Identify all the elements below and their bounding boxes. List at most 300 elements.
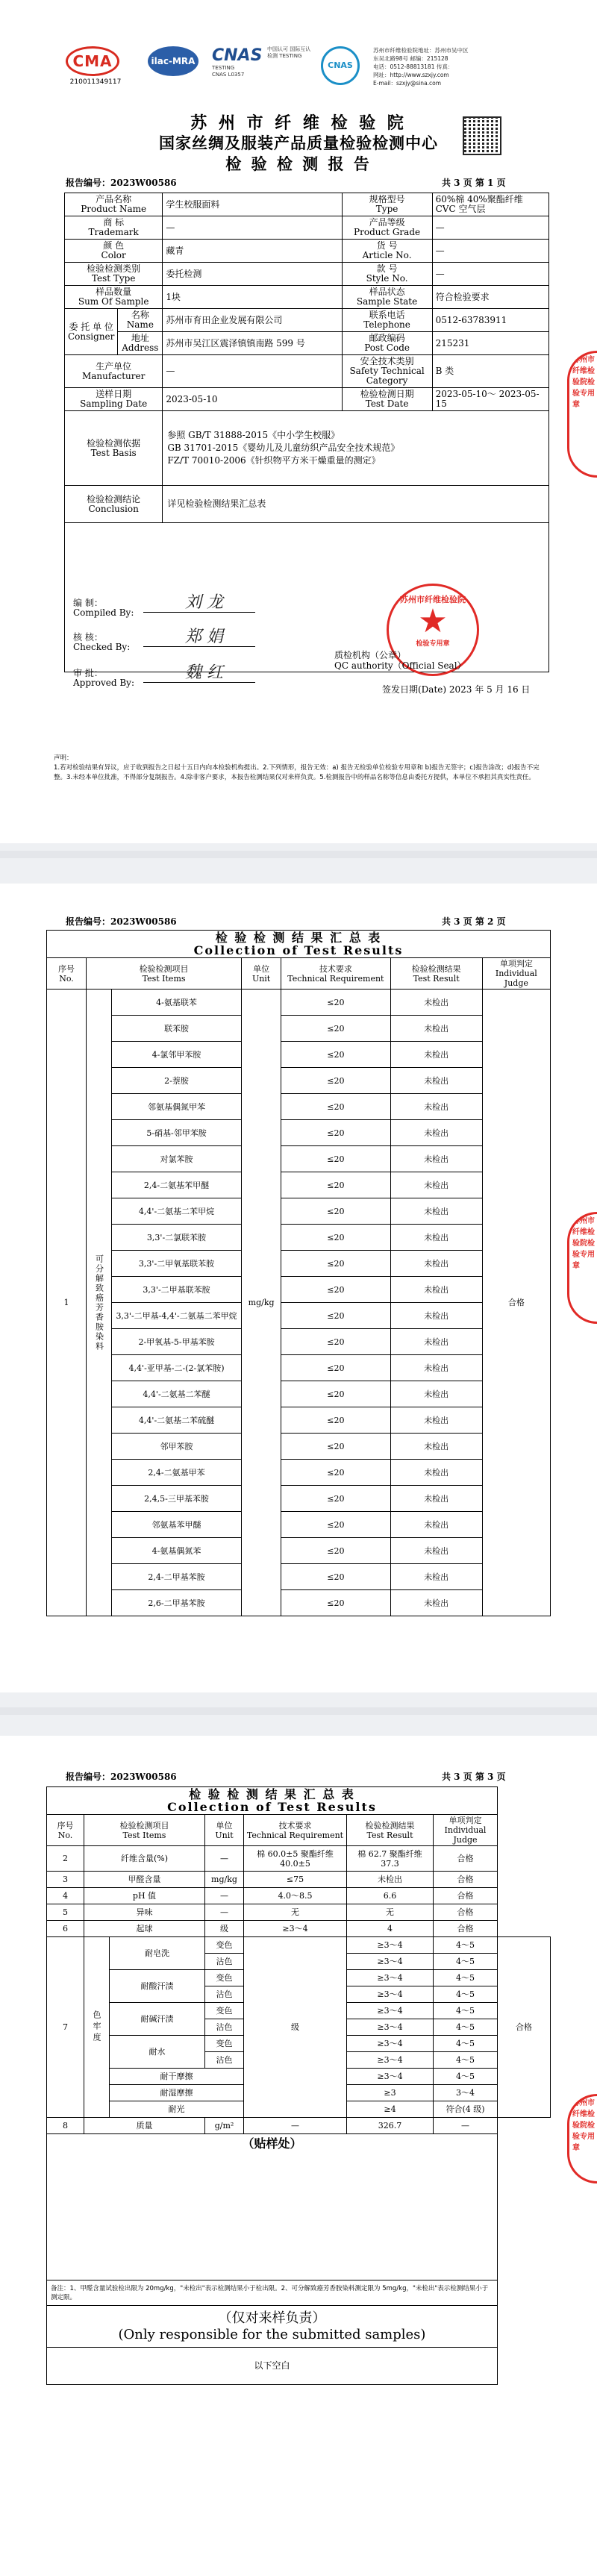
checked-en: Checked By: [73, 642, 131, 652]
color-group: 耐碱汗渍 [110, 2003, 205, 2036]
color-sub: 沾色 [205, 2052, 244, 2069]
info-label [65, 240, 163, 263]
result-cell: 未检出 [390, 1251, 482, 1277]
table-row [47, 1904, 551, 1921]
result-cell: 未检出 [390, 1094, 482, 1120]
requirement-cell: ≤20 [281, 1564, 390, 1590]
test-item: 甲醛含量 [84, 1872, 205, 1888]
responsibility-en: (Only responsible for the submitted samples) [118, 2326, 426, 2342]
test-item: 3,3'-二氯联苯胺 [112, 1225, 242, 1251]
result-cell: 未检出 [390, 1277, 482, 1303]
unit-cell: — [205, 1888, 244, 1904]
color-sub: 沾色 [205, 2019, 244, 2036]
cnas-sub: TESTING [212, 65, 235, 71]
requirement-cell: ≤20 [281, 1172, 390, 1198]
header-res [390, 958, 482, 990]
test-basis [163, 411, 549, 486]
info-label-en: Test Basis [90, 447, 137, 458]
judge-cell: 合格 [482, 990, 550, 1616]
result-cell: 未检出 [390, 1590, 482, 1616]
info-label-cn: 检验检测结论 [87, 493, 141, 504]
result-cell: 4～5 [434, 2003, 498, 2019]
table-row [47, 1921, 551, 1937]
contact-line: 苏州市纤维检验院地址：苏州市吴中区 [373, 47, 469, 54]
requirement-cell: ≤20 [281, 1146, 390, 1172]
info-label-cn: 颜 色 [103, 240, 125, 251]
info-label-en: Style No. [366, 273, 408, 284]
unit-cell: g/m² [205, 2118, 244, 2134]
info-label-cn: 地址 [131, 333, 149, 343]
row-number: 2 [47, 1846, 84, 1872]
result-cell: 棉 62.7 聚酯纤维 37.3 [347, 1846, 434, 1872]
result-cell: 4～5 [434, 2052, 498, 2069]
test-item: 4,4'-二氨基二苯甲烷 [112, 1198, 242, 1225]
header-cn: 序号 [58, 963, 75, 974]
result-cell: 未检出 [390, 1434, 482, 1460]
info-label-cn: 安全技术类别 [360, 356, 414, 366]
color-single: 耐湿摩擦 [110, 2085, 244, 2101]
info-row [65, 286, 549, 309]
test-item: 2-甲氧基-5-甲基苯胺 [112, 1329, 242, 1355]
table-row [47, 1407, 551, 1434]
header-en: Unit [215, 1830, 234, 1840]
info-label-cn: 产品名称 [96, 194, 132, 204]
sign-date [382, 685, 530, 695]
test-item: 4,4'-二氨基二苯醚 [112, 1381, 242, 1407]
table-row [47, 1381, 551, 1407]
table-row [47, 2118, 551, 2134]
header-cn: 检验检测结果 [365, 1820, 415, 1831]
requirement-cell: ≤20 [281, 1381, 390, 1407]
header-cn: 单位 [253, 963, 270, 974]
report-title: 检 验 检 测 报 告 [225, 154, 372, 173]
page-info: 共 3 页 第 3 页 [442, 1772, 506, 1782]
sign-date-label: 签发日期(Date) [382, 684, 447, 695]
header-en: Test Items [122, 1830, 166, 1840]
requirement-cell: ≥3～4 [347, 1954, 434, 1970]
info-value: 藏青 [163, 240, 342, 263]
requirement-cell: ≤20 [281, 1434, 390, 1460]
info-row [65, 216, 549, 240]
unit-cell: — [205, 1846, 244, 1872]
test-item: 3,3'-二甲氧基联苯胺 [112, 1251, 242, 1277]
header-cn: 检验检测结果 [411, 963, 461, 974]
result-cell: 未检出 [390, 1355, 482, 1381]
consigner-address: 苏州市吴江区震泽镇镇南路 599 号 [163, 332, 342, 355]
responsibility-cn: （仅对来样负责） [218, 2310, 326, 2326]
info-value: 60%棉 40%聚酯纤维 CVC 空气层 [432, 193, 548, 216]
info-label-en: Sampling Date [80, 398, 148, 409]
header-en: Technical Requirement [287, 973, 384, 984]
info-label [342, 388, 432, 411]
row-number: 3 [47, 1872, 84, 1888]
color-sub: 变色 [205, 1937, 244, 1954]
info-label-en: Conclusion [88, 503, 139, 514]
table-row [47, 1590, 551, 1616]
report-number-label: 报告编号： [66, 916, 111, 927]
compiled-signature: 刘 龙 [185, 593, 223, 612]
table-row [47, 1172, 551, 1198]
test-item: 2,4-二氨基苯甲醚 [112, 1172, 242, 1198]
result-cell: 4 [347, 1921, 434, 1937]
info-label-en: Safety Technical Category [349, 366, 425, 386]
info-value: — [432, 216, 548, 240]
result-cell: 4～5 [434, 1986, 498, 2003]
result-cell: 未检出 [390, 1407, 482, 1434]
compiled-en: Compiled By: [73, 607, 134, 618]
declaration [54, 754, 546, 783]
color-single: 耐光 [110, 2101, 244, 2118]
info-label-en: Sample State [356, 296, 418, 307]
header-row [47, 1815, 551, 1846]
table-row [47, 1016, 551, 1042]
side-seal [567, 351, 597, 478]
report-number-label: 报告编号： [66, 1772, 111, 1782]
result-cell: 未检出 [390, 1225, 482, 1251]
row-number: 5 [47, 1904, 84, 1921]
table-row [47, 1846, 551, 1872]
info-label-cn: 样品状态 [369, 287, 405, 297]
info-label-en: Type [375, 204, 398, 214]
requirement-cell: ≥3～4 [347, 2069, 434, 2085]
results-title [47, 1787, 498, 1815]
declaration-title: 声明： [54, 754, 73, 762]
requirement-cell: 无 [244, 1904, 347, 1921]
table-row [47, 1872, 551, 1888]
requirement-cell: ≥3～4 [244, 1921, 347, 1937]
results-title-cn: 检 验 检 测 结 果 汇 总 表 [189, 1787, 355, 1801]
result-cell: 未检出 [390, 1486, 482, 1512]
declaration-text: 1.若对检验结果有异议，应于收到报告之日起十五日内向本检验机构提出。2.下列情形，报告无效：a) 报告无检验单位检验专用章和 b)报告无签字；c)报告涂改；d)报告不完整。3.未经本单位批准，不得部分复制报告。4.除非客户要求，本报告检测结果仅对来样负责。5.检测报告中的样品名称等信息由委托方提供，本单位不承担其真实性责任。 [54, 764, 540, 781]
test-item: 邻氨基偶氮甲苯 [112, 1094, 242, 1120]
test-item: 4-氨基联苯 [112, 990, 242, 1016]
sample-paste-area [47, 2134, 498, 2280]
requirement-cell: ≥3～4 [347, 1937, 434, 1954]
header-en: Test Result [413, 973, 460, 984]
judge-cell: 合格 [434, 1904, 498, 1921]
test-item: 4,4'-亚甲基-二-(2-氯苯胺) [112, 1355, 242, 1381]
requirement-cell: ≤20 [281, 1251, 390, 1277]
result-cell: 6.6 [347, 1888, 434, 1904]
report-number [66, 1770, 177, 1783]
header-en: Individual Judge [444, 1825, 487, 1845]
header-en: No. [59, 973, 74, 984]
test-item: 起球 [84, 1921, 205, 1937]
info-label-en: Trademark [88, 227, 139, 237]
info-label [342, 193, 432, 216]
table-row [47, 1355, 551, 1381]
result-cell: 4～5 [434, 2036, 498, 2052]
unit-cell: mg/kg [205, 1872, 244, 1888]
test-basis-line: 参照 GB/T 31888-2015《中小学生校服》 [167, 430, 340, 440]
color-sub: 变色 [205, 1970, 244, 1986]
result-cell: 未检出 [347, 1872, 434, 1888]
result-cell: 未检出 [390, 1329, 482, 1355]
test-item: 4,4'-二氨基二苯硫醚 [112, 1407, 242, 1434]
requirement-cell: ≤20 [281, 1590, 390, 1616]
test-item: pH 值 [84, 1888, 205, 1904]
requirement-cell: ≤20 [281, 1016, 390, 1042]
signature-line [143, 682, 255, 683]
table-row [47, 990, 551, 1016]
test-item: 2-萘胺 [112, 1068, 242, 1094]
requirement-cell: ≤20 [281, 1460, 390, 1486]
info-label-cn: 生产单位 [96, 360, 132, 372]
header-en: Technical Requirement [246, 1830, 344, 1840]
color-group: 耐水 [110, 2036, 205, 2069]
header-item [87, 958, 242, 990]
header-en: Test Items [142, 973, 186, 984]
side-seal-text: 苏州市纤维检验院检验专用章 [572, 356, 595, 409]
row-number: 7 [47, 1937, 84, 2118]
info-label [342, 309, 432, 332]
test-item: 对氯苯胺 [112, 1146, 242, 1172]
qc-label: 质检机构（公章） [334, 650, 407, 660]
result-cell: 未检出 [390, 990, 482, 1016]
color-sub: 沾色 [205, 1954, 244, 1970]
result-cell: 3～4 [434, 2085, 498, 2101]
report-page-1 [0, 0, 597, 843]
requirement-cell: 棉 60.0±5 聚酯纤维 40.0±5 [244, 1846, 347, 1872]
result-cell: 未检出 [390, 1303, 482, 1329]
seal-star-icon: ★ [418, 602, 448, 640]
result-cell: 4～5 [434, 1954, 498, 1970]
judge-cell: 合格 [434, 1888, 498, 1904]
cnas-sub2: CNAS L0357 [212, 72, 245, 78]
header-cn: 检验检测项目 [119, 1820, 169, 1831]
checked-cn: 核 核： [73, 632, 103, 643]
requirement-cell: ≥3 [347, 2085, 434, 2101]
table-row [47, 1564, 551, 1590]
info-label [342, 216, 432, 240]
cma-logo [66, 46, 125, 86]
table-row [47, 1538, 551, 1564]
requirement-cell: ≤20 [281, 1538, 390, 1564]
table-row [47, 1198, 551, 1225]
header-judge [434, 1815, 498, 1846]
info-label [342, 332, 432, 355]
test-item: 4-氨基偶氮苯 [112, 1538, 242, 1564]
responsibility-row [47, 2306, 551, 2348]
result-cell: 未检出 [390, 1172, 482, 1198]
info-label [65, 286, 163, 309]
ilac-logo-mark: ilac-MRA [148, 46, 199, 76]
requirement-cell: ≤20 [281, 1094, 390, 1120]
test-date: 2023-05-10～ 2023-05-15 [432, 388, 548, 411]
header-res [347, 1815, 434, 1846]
requirement-cell: ≤75 [244, 1872, 347, 1888]
requirement-cell: ≤20 [281, 1407, 390, 1434]
unit-cell: 级 [244, 1937, 347, 2118]
result-cell: 4～5 [434, 1970, 498, 1986]
info-label-cn: 检验检测日期 [360, 389, 414, 399]
table-row [47, 1434, 551, 1460]
report-number-label: 报告编号： [66, 178, 111, 188]
info-label [118, 332, 163, 355]
results-title-cn: 检 验 检 测 结 果 汇 总 表 [215, 931, 382, 945]
header-judge [482, 958, 550, 990]
side-seal [567, 2094, 597, 2183]
header-req [244, 1815, 347, 1846]
result-cell: 未检出 [390, 1146, 482, 1172]
info-label-cn: 邮政编码 [369, 333, 405, 343]
info-label-en: Product Grade [354, 227, 421, 237]
info-label-en: Name [126, 319, 154, 330]
table-row [47, 1120, 551, 1146]
side-seal [567, 1212, 597, 1324]
page-info: 共 3 页 第 2 页 [442, 916, 506, 927]
header-cn: 单位 [216, 1820, 233, 1831]
requirement-cell: — [244, 2118, 347, 2134]
requirement-cell: ≤20 [281, 1225, 390, 1251]
requirement-cell: ≤20 [281, 990, 390, 1016]
judge-cell: 合格 [498, 1937, 551, 2118]
requirement-cell: 4.0～8.5 [244, 1888, 347, 1904]
requirement-cell: ≥3～4 [347, 2003, 434, 2019]
info-row [65, 193, 549, 216]
result-cell: 未检出 [390, 1042, 482, 1068]
cnas-acc: 中国认可 国际互认 检测 TESTING [267, 46, 311, 59]
test-item: 2,4-二甲基苯胺 [112, 1564, 242, 1590]
info-label [65, 411, 163, 486]
unit-cell: — [205, 1904, 244, 1921]
info-label [65, 355, 163, 388]
test-item: 联苯胺 [112, 1016, 242, 1042]
consigner-post: 215231 [432, 332, 548, 355]
consigner-label: 委 托 单 位 Consigner [65, 309, 118, 355]
signature-line [143, 646, 255, 647]
info-label-cn: 规格型号 [369, 194, 405, 204]
row-number: 1 [47, 990, 87, 1616]
result-cell: 未检出 [390, 1538, 482, 1564]
info-row [65, 411, 549, 486]
conclusion-value: 详见检验检测结果汇总表 [163, 486, 549, 523]
test-item: 4-氯邻甲苯胺 [112, 1042, 242, 1068]
info-row [65, 388, 549, 411]
contact-line: E-mail：szxjy@sina.com [373, 80, 442, 87]
color-sub: 变色 [205, 2003, 244, 2019]
category-cell: 色牢度 [84, 1937, 110, 2118]
info-value: 1块 [163, 286, 342, 309]
unit-cell: mg/kg [242, 990, 281, 1616]
checked-signature: 郑 娟 [185, 628, 223, 646]
manufacturer-value: — [163, 355, 342, 388]
test-item: 5-硝基-邻甲苯胺 [112, 1120, 242, 1146]
table-row [47, 1512, 551, 1538]
info-label [65, 193, 163, 216]
info-row [65, 309, 549, 332]
judge-cell: 合格 [434, 1872, 498, 1888]
result-cell: 未检出 [390, 1564, 482, 1590]
sample-paste-label: （贴样处） [242, 2136, 302, 2151]
page-separator [0, 1707, 597, 1715]
test-item: 2,6-二甲基苯胺 [112, 1590, 242, 1616]
sign-date-value: 2023 年 5 月 16 日 [448, 684, 531, 695]
info-value: 委托检测 [163, 263, 342, 286]
info-label-cn: 检验检测类别 [87, 263, 141, 274]
sample-row [47, 2134, 551, 2280]
info-label-en: Telephone [363, 319, 410, 330]
info-label-en: Post Code [364, 343, 410, 353]
safety-value: B 类 [432, 355, 548, 388]
info-row [65, 263, 549, 286]
blank-row [47, 2348, 551, 2385]
info-label-cn: 送样日期 [96, 389, 132, 399]
requirement-cell: ≤20 [281, 1068, 390, 1094]
info-value: — [432, 240, 548, 263]
header-logos [66, 46, 528, 99]
info-value: 符合检验要求 [432, 286, 548, 309]
result-cell: 4～5 [434, 2069, 498, 2085]
note-row [47, 2280, 551, 2306]
header-cn: 单项判定 [448, 1816, 482, 1825]
cert-logo-mark: CNAS [321, 46, 360, 85]
test-item: 异味 [84, 1904, 205, 1921]
requirement-cell: ≥3～4 [347, 1970, 434, 1986]
info-label-en: Test Type [91, 273, 136, 284]
table-row [47, 1303, 551, 1329]
header-cn: 技术要求 [319, 963, 352, 974]
table-row [47, 1937, 551, 1954]
info-label-cn: 检验检测依据 [87, 437, 141, 448]
info-label [65, 216, 163, 240]
result-cell: 未检出 [390, 1120, 482, 1146]
info-label [342, 286, 432, 309]
table-row [47, 1068, 551, 1094]
info-label-en: Address [122, 343, 159, 353]
report-number-value: 2023W00586 [110, 1772, 177, 1782]
report-page-2 [0, 884, 597, 1692]
info-label [118, 309, 163, 332]
info-label [342, 240, 432, 263]
requirement-cell: ≤20 [281, 1120, 390, 1146]
test-basis-line: FZ/T 70010-2006《针织物平方米干燥重量的测定》 [167, 455, 381, 466]
judge-cell: — [434, 2118, 498, 2134]
test-item: 邻甲苯胺 [112, 1434, 242, 1460]
row-number: 8 [47, 2118, 84, 2134]
info-label-cn: 名称 [131, 310, 149, 320]
test-item: 质量 [84, 2118, 205, 2134]
color-single: 耐干摩擦 [110, 2069, 244, 2085]
requirement-cell: ≥3～4 [347, 2019, 434, 2036]
test-basis-line: GB 31701-2015《婴幼儿及儿童纺织产品安全技术规范》 [167, 443, 400, 453]
table-row [47, 1329, 551, 1355]
unit-cell: 级 [205, 1921, 244, 1937]
row-number: 4 [47, 1888, 84, 1904]
header-no [47, 958, 87, 990]
info-label-cn: 产品等级 [369, 217, 405, 228]
header-en: No. [57, 1830, 73, 1840]
results-title-en: Collection of Test Results [167, 1800, 377, 1814]
qc-en: QC authority（Official Seal） [334, 660, 466, 671]
requirement-cell: ≤20 [281, 1355, 390, 1381]
results-table-2 [46, 1786, 551, 2385]
requirement-cell: ≤20 [281, 1329, 390, 1355]
info-label-en: Manufacturer [81, 370, 146, 381]
table-row [47, 1146, 551, 1172]
requirement-cell: ≤20 [281, 1512, 390, 1538]
result-cell: 未检出 [390, 1198, 482, 1225]
table-row [47, 1888, 551, 1904]
report-page-3 [0, 1736, 597, 2576]
compiled-cn: 编 制： [73, 598, 103, 608]
info-label-en: Color [101, 250, 126, 260]
header-cn: 序号 [57, 1820, 74, 1831]
contact-info [373, 46, 522, 87]
report-number [66, 176, 177, 189]
result-cell: 未检出 [390, 1381, 482, 1407]
info-label-en: Sum Of Sample [78, 296, 149, 307]
